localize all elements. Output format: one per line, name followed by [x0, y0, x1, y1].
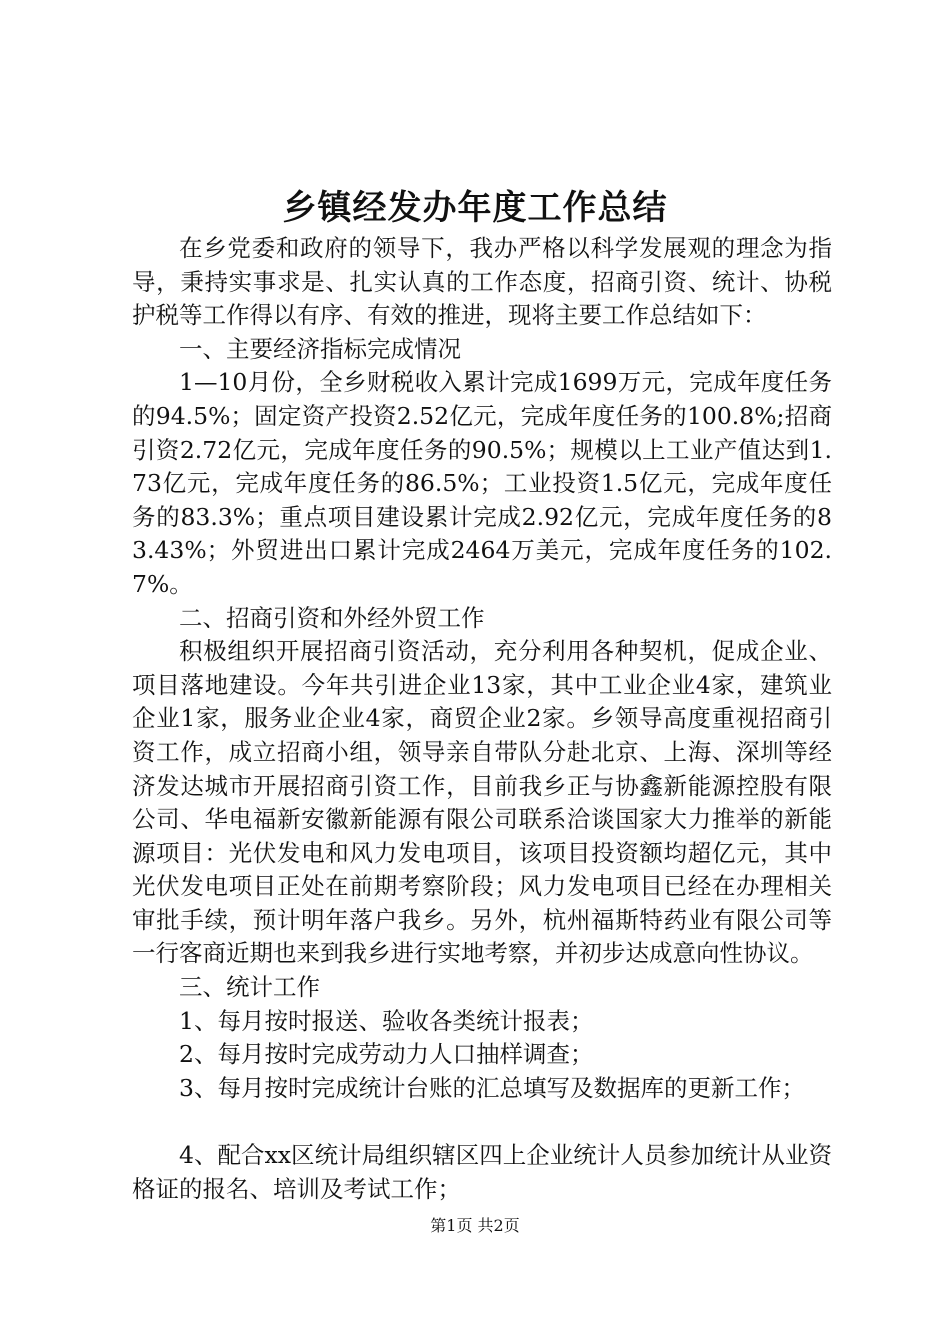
statistics-item-4: 4、配合xx区统计局组织辖区四上企业统计人员参加统计从业资格证的报名、培训及考试工作； [132, 1141, 832, 1203]
section-heading-statistics: 三、统计工作 [179, 973, 320, 1002]
statistics-item-2: 2、每月按时完成劳动力人口抽样调查； [179, 1040, 594, 1069]
statistics-item-1: 1、每月按时报送、验收各类统计报表； [179, 1006, 594, 1035]
investment-paragraph: 积极组织开展招商引资活动，充分利用各种契机，促成企业、项目落地建设。今年共引进企业13家，其中工业企业4家，建筑业企业1家，服务业企业4家，商贸企业2家。乡领导高度重视招商引资工作，成立招商小组，领导亲自带队分赴北京、上海、深圳等经济发达城市开展招商引资工作，目前我乡正与协鑫新能源控股有限公司、华电福新安徽新能源有限公司联系洽谈国家大力推举的新能源项目：光伏发电和风力发电项目，该项目投资额均超亿元，其中光伏发电项目正处在前期考察阶段；风力发电项目已经在办理相关审批手续，预计明年落户我乡。另外，杭州福斯特药业有限公司等一行客商近期也来到我乡进行实地考察，并初步达成意向性协议。 [132, 637, 832, 968]
section-heading-economic-indicators: 一、主要经济指标完成情况 [179, 334, 461, 363]
economic-indicators-paragraph: 1—10月份，全乡财税收入累计完成1699万元，完成年度任务的94.5%；固定资产投资2.52亿元，完成年度任务的100.8%;招商引资2.72亿元，完成年度任务的90.5%；规模以上工业产值达到1.73亿元，完成年度任务的86.5%；工业投资1.5亿元，完成年度任务的83.3%；重点项目建设累计完成2.92亿元，完成年度任务的83.43%；外贸进出口累计完成2464万美元，完成年度任务的102.7%。 [132, 368, 832, 598]
intro-paragraph: 在乡党委和政府的领导下，我办严格以科学发展观的理念为指导，秉持实事求是、扎实认真的工作态度，招商引资、统计、协税护税等工作得以有序、有效的推进，现将主要工作总结如下： [132, 234, 832, 330]
section-heading-investment: 二、招商引资和外经外贸工作 [179, 603, 485, 632]
statistics-item-3: 3、每月按时完成统计台账的汇总填写及数据库的更新工作； [179, 1073, 805, 1102]
document-body [132, 232, 832, 1206]
page-footer: 第1页 共2页 [430, 1216, 520, 1235]
document-title: 乡镇经发办年度工作总结 [282, 188, 668, 228]
